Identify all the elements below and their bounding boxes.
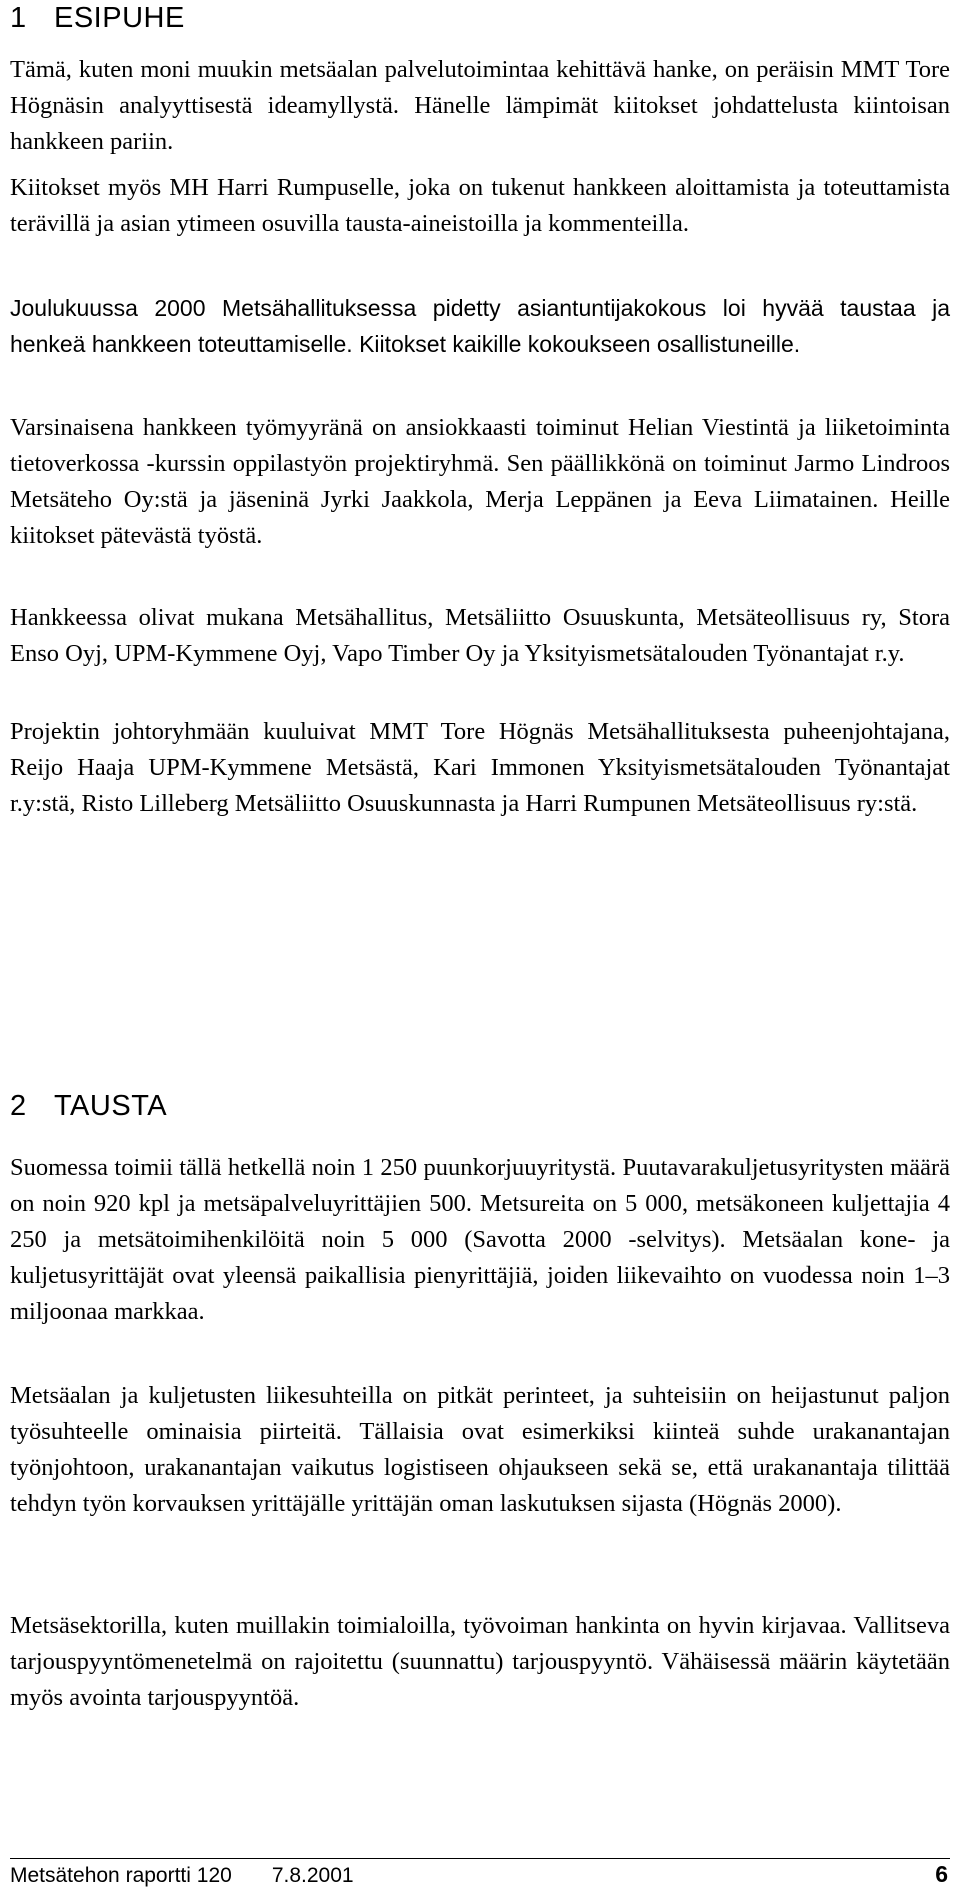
footer-date: 7.8.2001 [271,1864,354,1887]
section-1-paragraph-3: Joulukuussa 2000 Metsähallituksessa pidetty asiantuntijakokous loi hyvää taustaa ja henkeä hankkeen toteuttamiselle. Kiitokset kaikille kokoukseen osallistuneille. [10,295,950,357]
section-2-title: TAUSTA [54,1090,168,1122]
section-2-paragraph-3: Metsäsektorilla, kuten muillakin toimialoilla, työvoiman hankinta on hyvin kirjavaa. Vallitseva tarjouspyyntömenetelmä on rajoitettu (suunnattu) tarjouspyyntö. Vähäisessä määrin käytetään myös avointa tarjouspyyntöä. [10,1612,950,1711]
section-1-paragraph-5: Hankkeessa olivat mukana Metsähallitus, Metsäliitto Osuuskunta, Metsäteollisuus ry, Stora Enso Oyj, UPM-Kymmene Oyj, Vapo Timber Oy ja Yksityismetsätalouden Työnantajat r.y. [10,604,950,667]
page-number: 6 [935,1861,948,1887]
section-2-paragraph-1: Suomessa toimii tällä hetkellä noin 1 250 puunkorjuuyritystä. Puutavarakuljetusyritysten määrä on noin 920 kpl ja metsäpalveluyrittäjien 500. Metsureita on 5 000, metsäkoneen kuljettajia 4 250 ja metsätoimihenkilöitä noin 5 000 (Savotta 2000 -selvitys). Metsäalan kone- ja kuljetusyrittäjät ovat yleensä paikallisia pienyrittäjiä, joiden liikevaihto on vuodessa noin 1–3 miljoonaa markkaa. [10,1154,950,1325]
section-1-paragraph-2: Kiitokset myös MH Harri Rumpuselle, joka on tukenut hankkeen aloittamista ja toteuttamista terävillä ja asian ytimeen osuvilla tausta-aineistoilla ja kommenteilla. [10,174,950,237]
section-1-heading [10,0,185,36]
footer-publication: Metsätehon raportti 120 [10,1864,232,1887]
section-1-title: ESIPUHE [54,2,185,34]
section-1-paragraph-1: Tämä, kuten moni muukin metsäalan palvelutoimintaa kehittävä hanke, on peräisin MMT Tore Högnäsin analyyttisestä ideamyllystä. Hänelle lämpimät kiitokset johdattelusta kiintoisan hankkeen pariin. [10,56,950,155]
section-1-number: 1 [10,2,27,34]
section-2-paragraph-2: Metsäalan ja kuljetusten liikesuhteilla on pitkät perinteet, ja suhteisiin on heijastunut paljon työsuhteelle ominaisia piirteitä. Tällaisia ovat esimerkiksi kiinteä suhde urakanantajan työnjohtoon, urakanantajan vaikutus logistiseen ohjaukseen sekä se, että urakanantaja tilittää tehdyn työn korvauksen yrittäjälle yrittäjän oman laskutuksen sijasta (Högnäs 2000). [10,1382,950,1517]
section-2-number: 2 [10,1090,27,1122]
section-2-heading [10,1088,167,1124]
section-1-paragraph-6: Projektin johtoryhmään kuuluivat MMT Tore Högnäs Metsähallituksesta puheenjohtajana, Reijo Haaja UPM-Kymmene Metsästä, Kari Immonen Yksityismetsätalouden Työnantajat r.y:stä, Risto Lilleberg Metsäliitto Osuuskunnasta ja Harri Rumpunen Metsäteollisuus ry:stä. [10,718,950,817]
footer-info [10,1862,354,1890]
section-1-paragraph-4: Varsinaisena hankkeen työmyyränä on ansiokkaasti toiminut Helian Viestintä ja liiketoiminta tietoverkossa -kurssin oppilastyön projektiryhmä. Sen päällikkönä on toiminut Jarmo Lindroos Metsäteho Oy:stä ja jäseninä Jyrki Jaakkola, Merja Leppänen ja Eeva Liimatainen. Heille kiitokset pätevästä työstä. [10,414,950,549]
footer-divider [10,1858,950,1859]
